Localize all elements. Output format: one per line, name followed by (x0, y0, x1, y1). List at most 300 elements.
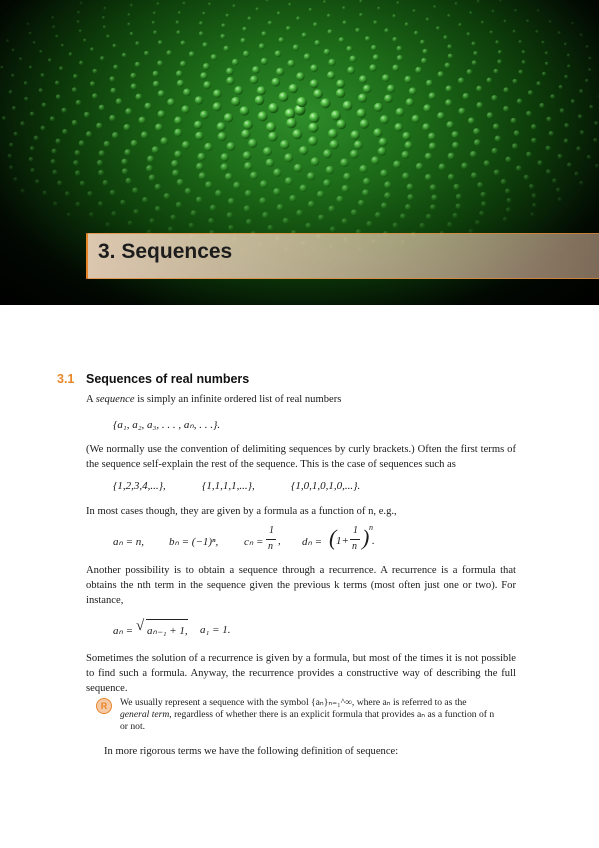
remark-badge: R (96, 698, 112, 714)
fraction-bar (350, 539, 360, 540)
paragraph-4: Another possibility is to obtain a sequence through a recurrence. A recurrence is a formula that obtains the nth term in the sequence given the previous k terms (most often just one or two). For instance, (86, 565, 516, 606)
bead (130, 4, 133, 7)
bead (519, 40, 522, 43)
bead (41, 126, 46, 131)
bead (397, 55, 403, 61)
bead (350, 150, 359, 159)
bead (286, 118, 296, 128)
bead (19, 57, 22, 60)
bead (111, 211, 116, 216)
bead (455, 203, 461, 209)
equation-4-init: a₁ = 1. (200, 624, 231, 636)
bead (131, 83, 137, 89)
bead (452, 213, 458, 219)
bead (448, 153, 455, 160)
bead (498, 50, 502, 54)
bead (24, 97, 28, 101)
bead (41, 73, 45, 77)
bead (374, 103, 383, 112)
bead (133, 209, 139, 215)
bead (6, 39, 9, 42)
bead (255, 96, 265, 106)
bead (535, 30, 538, 33)
bead (29, 32, 32, 35)
bead (248, 139, 257, 148)
bead (369, 64, 376, 71)
bead (406, 98, 414, 106)
bead (327, 29, 332, 34)
bead (196, 197, 203, 204)
bead (512, 79, 517, 84)
bead (195, 96, 203, 104)
bead (529, 184, 534, 189)
bead (211, 54, 217, 60)
bead (476, 86, 482, 92)
bead (107, 0, 110, 1)
bead (400, 213, 406, 219)
bead (330, 140, 339, 149)
bead (378, 147, 387, 156)
bead (62, 129, 68, 135)
bead (177, 80, 184, 87)
bead (220, 163, 228, 171)
bead (558, 31, 561, 34)
bead (208, 218, 214, 224)
bead (379, 138, 388, 147)
bead (472, 60, 477, 65)
bead (413, 9, 416, 12)
bead (104, 141, 111, 148)
bead (512, 143, 518, 149)
bead (300, 185, 308, 193)
bead (174, 151, 182, 159)
bead (158, 40, 163, 45)
bead (288, 3, 291, 6)
bead (463, 93, 470, 100)
bead (266, 159, 275, 168)
bead (546, 146, 551, 151)
bead (109, 115, 116, 122)
bead (110, 190, 116, 196)
equation-4-lhs: aₙ = (113, 625, 134, 637)
bead (231, 97, 240, 106)
bead (430, 184, 437, 191)
bead (494, 170, 500, 176)
bead (549, 20, 552, 23)
bead (172, 170, 179, 177)
bead (445, 63, 451, 69)
bead (304, 53, 311, 60)
bead (481, 21, 484, 24)
bead (226, 77, 234, 85)
bead (429, 143, 437, 151)
bead (268, 132, 278, 142)
bead (493, 124, 499, 130)
bead (588, 57, 591, 60)
bead (80, 1, 83, 4)
bead (39, 50, 42, 53)
bead (30, 112, 35, 117)
bead (470, 151, 477, 158)
bead (65, 191, 70, 196)
bead (112, 132, 119, 139)
bead (491, 95, 497, 101)
bead (220, 34, 225, 39)
bead (320, 98, 330, 108)
bead (98, 170, 104, 176)
bead (276, 68, 284, 76)
bead (513, 30, 516, 33)
bead (14, 132, 18, 136)
bead (149, 175, 156, 182)
bead (426, 80, 433, 87)
bead (72, 120, 78, 126)
bead (490, 31, 493, 34)
bead (313, 89, 323, 99)
bead (51, 159, 56, 164)
bead (393, 222, 399, 228)
bead (213, 90, 222, 99)
bead (256, 7, 259, 10)
bead (51, 16, 54, 19)
bead (135, 41, 139, 45)
bead (202, 42, 208, 48)
bead (233, 4, 236, 7)
bead (156, 2, 159, 5)
equation-2b: {1,1,1,1,...}, (202, 480, 255, 492)
bead (447, 44, 452, 49)
bead (537, 160, 542, 165)
bead (259, 43, 265, 49)
bead (263, 147, 272, 156)
bead (124, 124, 131, 131)
bead (542, 41, 545, 44)
bead (526, 111, 532, 117)
bead (546, 169, 551, 174)
equation-3b: bₙ = (−1)ⁿ, (169, 536, 219, 548)
bead (266, 122, 276, 132)
bead (567, 65, 570, 68)
bead (243, 151, 252, 160)
bead (467, 69, 473, 75)
bead (296, 16, 300, 20)
bead (421, 58, 427, 64)
bead (113, 65, 118, 70)
bead (296, 210, 303, 217)
bead (90, 81, 95, 86)
bead (564, 139, 569, 144)
paragraph-3: In most cases though, they are given by a formula as a function of n, e.g., (86, 506, 397, 517)
bead (158, 90, 165, 97)
bead (20, 121, 25, 126)
bead (9, 90, 13, 94)
bead (215, 190, 222, 197)
bead (55, 81, 60, 86)
bead (8, 154, 12, 158)
bead (394, 123, 403, 132)
bead (296, 72, 304, 80)
bead (42, 103, 47, 108)
bead (402, 173, 409, 180)
bead (469, 11, 472, 14)
bead (405, 141, 413, 149)
bead (571, 22, 574, 25)
bead (84, 112, 90, 118)
bead (120, 200, 126, 206)
bead (210, 205, 217, 212)
bead (226, 14, 230, 18)
bead (401, 151, 409, 159)
bead (514, 130, 520, 136)
bead (365, 36, 370, 41)
bead (277, 11, 281, 15)
bead (285, 109, 296, 120)
bead (92, 93, 98, 99)
fraction-bar (266, 539, 276, 540)
bead (438, 71, 444, 77)
bead (160, 137, 168, 145)
bead (125, 108, 132, 115)
equation-3c-num: 1 (269, 525, 274, 536)
bead (343, 21, 347, 25)
bead (257, 86, 266, 95)
paragraph-1: A sequence is simply an infinite ordered list of real numbers (86, 394, 342, 405)
bead (197, 153, 205, 161)
bead (176, 70, 183, 77)
bead (122, 53, 127, 58)
bead (392, 65, 399, 72)
bead (503, 87, 509, 93)
bead (594, 121, 598, 125)
bead (328, 59, 335, 66)
bead (293, 44, 299, 50)
bead (384, 28, 389, 33)
bead (429, 92, 436, 99)
bead (30, 146, 35, 151)
bead (589, 105, 593, 109)
bead (61, 108, 66, 113)
bead (347, 66, 355, 74)
bead (176, 21, 180, 25)
bead (153, 81, 160, 88)
bead (79, 140, 85, 146)
radical-bar (146, 619, 188, 620)
bead (360, 119, 369, 128)
bead (340, 158, 349, 167)
bead (416, 163, 424, 171)
bead (246, 219, 252, 225)
bead (530, 212, 534, 216)
bead (564, 75, 568, 79)
bead (205, 181, 212, 188)
bead (227, 212, 233, 218)
bead (359, 0, 362, 3)
bead (480, 192, 486, 198)
general-term: general term (120, 709, 170, 720)
bead (354, 141, 363, 150)
bead (176, 30, 180, 34)
bead (359, 13, 363, 17)
bead (588, 68, 591, 71)
bead (102, 16, 105, 19)
bead (13, 177, 17, 181)
bead (98, 201, 103, 206)
bead (330, 226, 336, 232)
bead (33, 41, 36, 44)
bead (474, 139, 481, 146)
bead (278, 37, 284, 43)
bead (221, 23, 225, 27)
bead (402, 132, 410, 140)
bead (174, 129, 182, 137)
bead (381, 202, 388, 209)
bead (579, 181, 583, 185)
bead (392, 14, 396, 18)
bead (167, 98, 175, 106)
bead (199, 21, 203, 25)
bead (362, 189, 369, 196)
bead (90, 47, 94, 51)
bead (267, 225, 273, 231)
bead (124, 149, 131, 156)
bead (571, 99, 575, 103)
bead (52, 149, 57, 154)
bead (546, 117, 551, 122)
bead (9, 143, 13, 147)
bead (479, 211, 484, 216)
bead (371, 156, 379, 164)
bead (233, 182, 241, 190)
bead (522, 60, 526, 64)
bead (200, 72, 207, 79)
bead (180, 41, 185, 46)
bead (223, 46, 229, 52)
bead (359, 165, 367, 173)
bead (240, 38, 246, 44)
bead (247, 17, 251, 21)
bead (242, 27, 247, 32)
bead (307, 172, 315, 180)
bead (12, 106, 16, 110)
bead (452, 131, 459, 138)
bead (567, 163, 572, 168)
bead (279, 92, 289, 102)
bead (232, 59, 239, 66)
remark-text: We usually represent a sequence with the symbol {aₙ}ₙ₌₁^∞, where aₙ is referred to as the general term, regardless of whether there is an explicit formula that provides aₙ as a function of n or not. (120, 697, 495, 732)
bead (363, 85, 372, 94)
bead (358, 200, 365, 207)
bead (420, 223, 426, 229)
bead (311, 157, 320, 166)
bead (261, 31, 266, 36)
bead (75, 150, 81, 156)
bead (499, 0, 502, 2)
bead (86, 131, 92, 137)
bead (292, 129, 302, 139)
bead (103, 7, 106, 10)
bead (142, 197, 148, 203)
bead (314, 40, 320, 46)
bead (121, 159, 128, 166)
chapter-title: 3. Sequences (98, 240, 233, 263)
bead (503, 217, 508, 222)
bead (183, 89, 191, 97)
bead (100, 56, 105, 61)
bead (227, 142, 236, 151)
bead (420, 40, 425, 45)
bead (497, 59, 502, 64)
bead (286, 26, 291, 31)
bead (578, 114, 582, 118)
bead (517, 99, 523, 105)
bead (446, 121, 454, 129)
bead (425, 174, 432, 181)
bead (77, 11, 80, 14)
bead (135, 62, 141, 68)
bead (53, 202, 58, 207)
bead (258, 111, 268, 121)
bead (164, 193, 170, 199)
bead (531, 124, 537, 130)
bead (558, 154, 563, 159)
bead (586, 45, 589, 48)
bead (481, 201, 487, 207)
bead (477, 182, 483, 188)
bead (234, 86, 243, 95)
bead (471, 172, 477, 178)
bead (43, 191, 48, 196)
bead (537, 9, 540, 12)
bead (203, 81, 211, 89)
bead (146, 165, 153, 172)
bead (549, 131, 554, 136)
bead (204, 143, 212, 151)
bead (297, 97, 307, 107)
bead (458, 108, 465, 115)
bead (155, 206, 161, 212)
bead (484, 160, 490, 166)
bead (141, 131, 148, 138)
bead (375, 212, 381, 218)
bead (412, 115, 420, 123)
bead (271, 78, 280, 87)
bead (87, 191, 92, 196)
equation-3d-num: 1 (353, 525, 358, 536)
bead (336, 196, 343, 203)
bead (507, 198, 512, 203)
bead (492, 148, 498, 154)
equation-3d-exp: n (369, 523, 373, 532)
bead (183, 2, 186, 5)
bead (545, 62, 549, 66)
bead (83, 39, 86, 42)
bead (202, 12, 205, 15)
bead (110, 88, 116, 94)
bead (387, 85, 395, 93)
bead (542, 72, 546, 76)
bead (373, 128, 382, 137)
bead (195, 132, 204, 141)
bead (287, 60, 295, 68)
bead (224, 113, 233, 122)
bead (467, 32, 471, 36)
bead (125, 178, 131, 184)
bead (52, 25, 55, 28)
bead (305, 223, 311, 229)
bead (97, 160, 103, 166)
bead (130, 73, 136, 79)
bead (122, 168, 128, 174)
